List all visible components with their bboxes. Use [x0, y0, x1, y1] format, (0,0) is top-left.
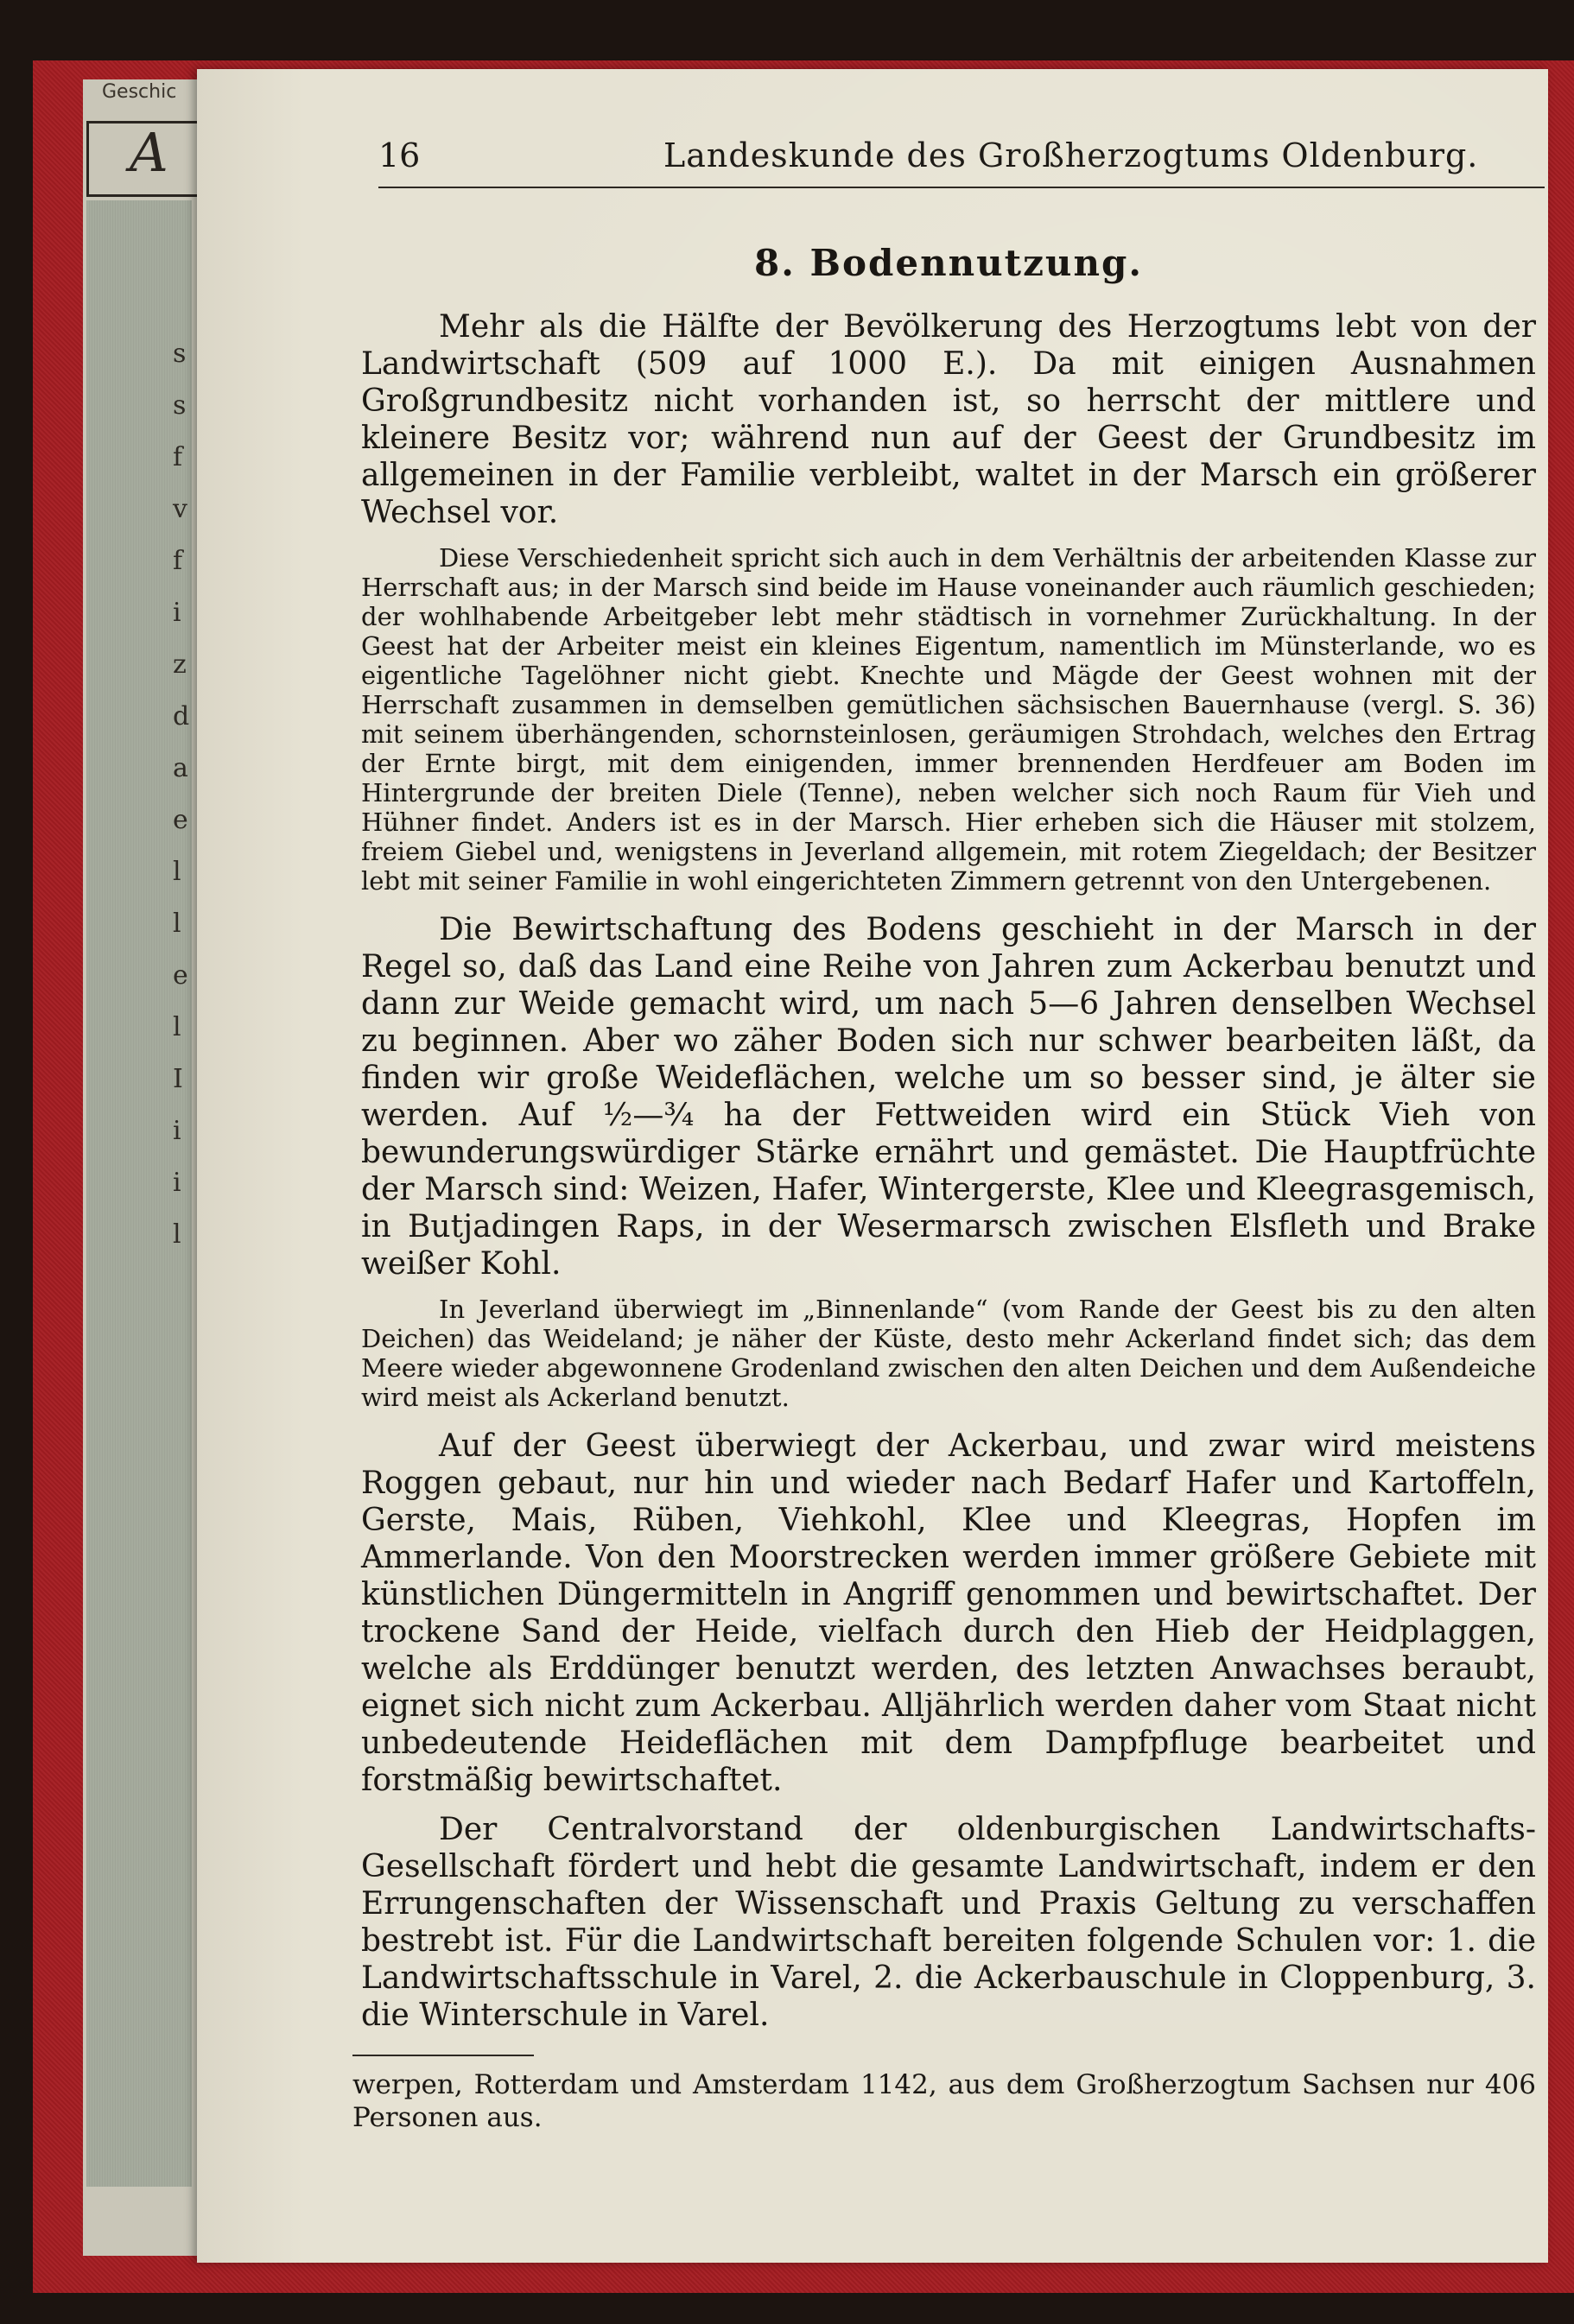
underlying-page-initial: A: [130, 121, 168, 184]
edge-letter: f: [173, 442, 183, 472]
page-number: 16: [378, 136, 421, 174]
edge-letter: l: [173, 909, 181, 939]
book-page: [197, 69, 1548, 2263]
page-body: [352, 242, 1536, 2134]
edge-letter: I: [173, 1064, 183, 1094]
edge-letter: i: [173, 598, 181, 628]
edge-letter: a: [173, 753, 188, 783]
edge-letter: d: [173, 701, 190, 731]
running-head: [378, 124, 1545, 188]
paragraph-small-print: In Jeverland überwiegt im „Binnenlande“ (vom Rande der Geest bis zu den alten Deichen) das Weideland; je näher der Küste, desto mehr Ackerland findet sich; das dem Meere wieder abgewonnene Grodenland zwischen den alten Deichen und dem Außendeiche wird meist als Ackerland benutzt.: [361, 1295, 1536, 1412]
edge-letter: e: [173, 805, 188, 835]
edge-letter: z: [173, 649, 187, 680]
edge-letter: l: [173, 1219, 181, 1250]
running-title: Landeskunde des Großherzogtums Oldenburg.: [663, 136, 1479, 174]
edge-letter: s: [173, 390, 187, 421]
edge-letter: e: [173, 960, 188, 991]
edge-letter: l: [173, 1012, 181, 1042]
paragraph: Die Bewirtschaftung des Bodens geschieht in der Marsch in der Regel so, daß das Land eine Reihe von Jahren zum Ackerbau benutzt und dann zur Weide gemacht wird, um nach 5—6 Jahren denselben Wechsel zu beginnen. Aber wo zäher Boden sich nur schwer bearbeiten läßt, da finden wir große Weideflächen, welche um so besser sind, je älter sie werden. Auf ½—¾ ha der Fettweiden wird ein Stück Vieh von bewunderungswürdiger Stärke ernährt und gemästet. Die Hauptfrüchte der Marsch sind: Weizen, Hafer, Wintergerste, Klee und Kleegrasgemisch, in Butjadingen Raps, in der Wesermarsch zwischen Elsfleth und Brake weißer Kohl.: [361, 912, 1536, 1282]
footnote: werpen, Rotterdam und Amsterdam 1142, aus dem Großherzogtum Sachsen nur 406 Personen aus.: [352, 2069, 1536, 2133]
underlying-page-edge-letters: [173, 328, 199, 1261]
paragraph-small-print: Diese Verschiedenheit spricht sich auch in dem Verhältnis der arbeitenden Klasse zur Herrschaft aus; in der Marsch sind beide im Hause voneinander auch räumlich geschieden; der wohlhabende Arbeitgeber lebt mehr städtisch in vornehmer Zurückhaltung. In der Geest hat der Arbeiter meist ein kleines Eigentum, namentlich im Münsterlande, wo es eigentliche Tagelöhner nicht giebt. Knechte und Mägde der Geest wohnen mit der Herrschaft zusammen in demselben gemütlichen sächsischen Bauernhause (vergl. S. 36) mit seinem überhängenden, schornsteinlosen, geräumigen Strohdach, welches den Ertrag der Ernte birgt, mit dem einigenden, immer brennenden Herdfeuer am Boden im Hintergrunde der breiten Diele (Tenne), neben welcher sich noch Raum für Vieh und Hühner findet. Anders ist es in der Marsch. Hier erheben sich die Häuser mit stolzem, freiem Giebel und, wenigstens in Jeverland allgemein, mit rotem Ziegeldach; der Besitzer lebt mit seiner Familie in wohl eingerichteten Zimmern getrennt von den Untergebenen.: [361, 543, 1536, 896]
edge-letter: f: [173, 546, 183, 576]
edge-letter: l: [173, 857, 181, 887]
paragraph: Mehr als die Hälfte der Bevölkerung des Herzogtums lebt von der Landwirtschaft (509 auf 1000 E.). Da mit einigen Ausnahmen Großgrundbesitz nicht vorhanden ist, so herrscht der mittlere und kleinere Besitz vor; während nun auf der Geest der Grundbesitz im allgemeinen in der Familie verbleibt, waltet in der Marsch ein größerer Wechsel vor.: [361, 309, 1536, 530]
footnote-rule: [352, 2055, 534, 2056]
paragraph: Auf der Geest überwiegt der Ackerbau, und zwar wird meistens Roggen gebaut, nur hin und wieder nach Bedarf Hafer und Kartoffeln, Gerste, Mais, Rüben, Viehkohl, Klee und Kleegras, Hopfen im Ammerlande. Von den Moorstrecken werden immer größere Gebiete mit künstlichen Düngermitteln in Angriff genommen und bewirtschaftet. Der trockene Sand der Heide, vielfach durch den Hieb der Heidplaggen, welche als Erddünger benutzt werden, des letzten Anwachses beraubt, eignet sich nicht zum Ackerbau. Alljährlich werden daher vom Staat nicht unbedeutende Heideflächen mit dem Dampfpfluge bearbeitet und forstmäßig bewirtschaftet.: [361, 1428, 1536, 1798]
edge-letter: s: [173, 339, 187, 369]
edge-letter: i: [173, 1116, 181, 1146]
edge-letter: i: [173, 1168, 181, 1198]
paragraph: Der Centralvorstand der oldenburgischen Landwirtschafts-Gesellschaft fördert und hebt die gesamte Landwirtschaft, indem er den Errungenschaften der Wissenschaft und Praxis Geltung zu verschaffen bestrebt ist. Für die Landwirtschaft bereiten folgende Schulen vor: 1. die Landwirtschaftsschule in Varel, 2. die Ackerbauschule in Cloppenburg, 3. die Winterschule in Varel.: [361, 1812, 1536, 2033]
edge-letter: v: [173, 494, 187, 524]
underlying-page-header: Geschic: [102, 81, 177, 103]
section-title: 8. Bodennutzung.: [754, 242, 1143, 284]
